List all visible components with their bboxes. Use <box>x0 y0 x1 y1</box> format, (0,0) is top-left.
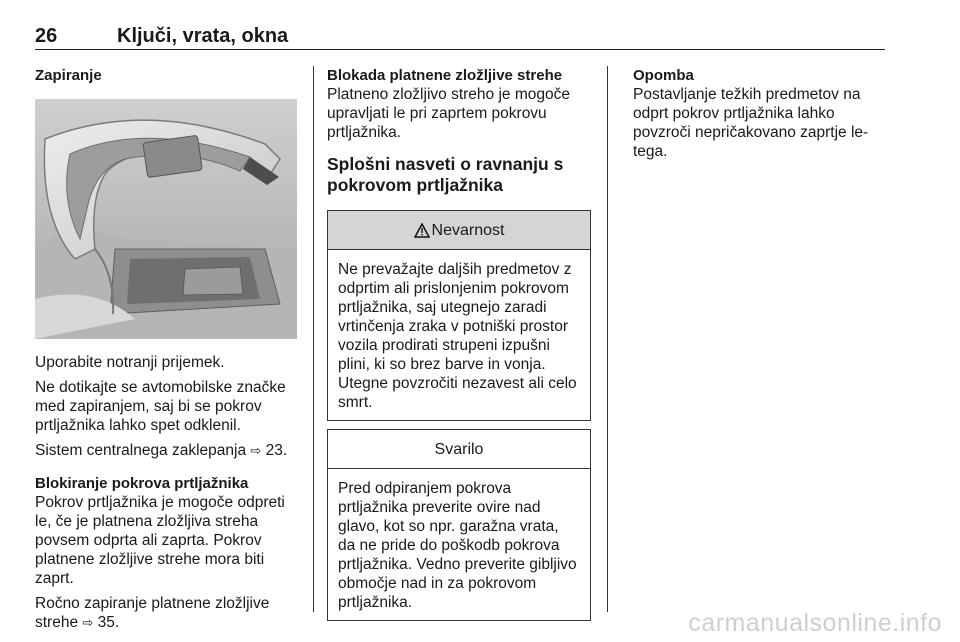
note-heading: Opomba <box>633 67 694 84</box>
section-heading-lid-block: Blokiranje pokrova prtljažnika <box>35 475 249 492</box>
column-right <box>633 66 883 167</box>
chapter-title: Ključi, vrata, okna <box>117 25 289 47</box>
column-divider <box>607 66 608 612</box>
watermark-text: carmanualsonline.info <box>688 609 942 637</box>
section-heading-roof-block: Blokada platnene zložljive strehe <box>327 67 563 84</box>
note-text: Postavljanje težkih predmetov na odprt pokrov prtljažnika lahko povzroči nepričakovano zaprtje le-tega. <box>633 86 869 160</box>
arrow-right-icon: ⇨ <box>82 615 94 630</box>
danger-title: Nevarnost <box>431 221 505 239</box>
danger-text: Ne prevažajte daljših predmetov z odprtim ali prislonjenim pokrovom prtljažnika, saj utegnejo zaradi vrtinčenja zraka v potniški prostor vozila prodirati strupeni izpušni plini, ki so brez barve in vonja. Utegne povzročiti nezavest ali celo smrt. <box>338 261 577 411</box>
central-locking-text: Sistem centralnega zaklepanja <box>35 442 247 459</box>
danger-box-header <box>328 211 590 250</box>
page-reference-link[interactable]: 23. <box>265 442 288 459</box>
trunk-lid-illustration <box>35 99 297 339</box>
column-left <box>35 66 300 638</box>
caution-box <box>327 429 591 621</box>
page-header <box>35 25 885 50</box>
section-title-general-advice: Splošni nasveti o ravnanju s pokrovom prtljažnika <box>327 154 564 195</box>
caution-box-header <box>328 430 590 469</box>
paragraph-manual-close <box>35 594 300 632</box>
paragraph-central-locking <box>35 441 300 460</box>
arrow-right-icon: ⇨ <box>250 443 262 458</box>
section-heading-closing: Zapiranje <box>35 67 102 84</box>
warning-triangle-icon <box>414 223 430 238</box>
paragraph-use-handle: Uporabite notranji prijemek. <box>35 354 225 371</box>
paragraph-emblem-warning: Ne dotikajte se avtomobilske značke med zapiranjem, saj bi se pokrov prtljažnika lahko spet odklenil. <box>35 379 286 434</box>
page-number: 26 <box>35 25 58 47</box>
column-divider <box>313 66 314 612</box>
page-reference-link[interactable]: 35. <box>97 614 120 631</box>
danger-box <box>327 210 591 421</box>
caution-text: Pred odpiranjem pokrova prtljažnika preverite ovire nad glavo, kot so npr. garažna vrata, da ne pride do poškodb pokrova prtljažnika. Vedno preverite gibljivo območje nad in za pokrovom prtljažnika. <box>338 480 577 611</box>
caution-title: Svarilo <box>434 440 484 458</box>
column-middle <box>327 66 592 629</box>
manual-close-text: Ročno zapiranje platnene zložljive strehe <box>35 595 270 631</box>
paragraph-lid-block: Pokrov prtljažnika je mogoče odpreti le, če je platnena zložljiva streha povsem odprta ali zaprta. Pokrov platnene zložljive strehe mora biti zaprt. <box>35 494 285 587</box>
paragraph-roof-block: Platneno zložljivo streho je mogoče upravljati le pri zaprtem pokrovu prtljažnika. <box>327 86 570 141</box>
